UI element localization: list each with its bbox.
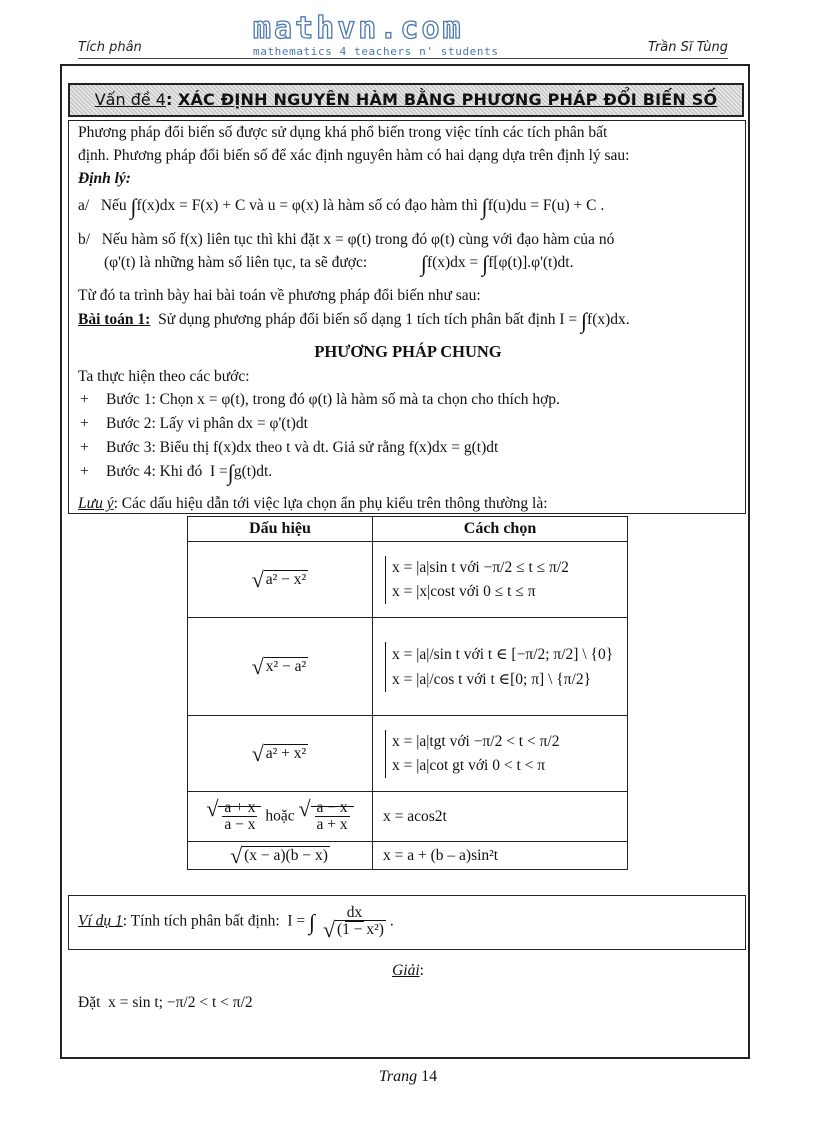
step-1: + Bước 1: Chọn x = φ(t), trong đó φ(t) là hàm số mà ta chọn cho thích hợp. <box>80 391 560 408</box>
table-row: √ a² + x² x = |a|tgt với −π/2 < t < π/2 x = |a|cot gt với 0 < t < π <box>188 716 628 792</box>
section-label: Vấn đề 4 <box>94 90 166 109</box>
method-lead: Ta thực hiện theo các bước: <box>78 368 250 385</box>
example-1: Ví dụ 1: Tính tích phân bất định: I = ∫ dx √ (1 − x²) . <box>78 905 394 939</box>
logo-tagline: mathematics 4 teachers n' students <box>253 45 499 58</box>
step-2: + Bước 2: Lấy vi phân dx = φ'(t)dt <box>80 415 308 432</box>
table-header-sign: Dấu hiệu <box>188 517 373 542</box>
header-rule <box>78 58 728 59</box>
theorem-part-a: a/ Nếu ∫f(x)dx = F(x) + C và u = φ(x) là hàm số có đạo hàm thì ∫f(u)du = F(u) + C . <box>78 194 605 219</box>
header-left: Tích phân <box>78 40 142 55</box>
substitution-table <box>187 516 628 870</box>
table-row: √ (x − a)(b − x) x = a + (b – a)sin²t <box>188 842 628 870</box>
problem-1: Bài toán 1: Sử dụng phương pháp đổi biến số dạng 1 tích tích phân bất định I = ∫f(x)dx. <box>78 308 630 333</box>
logo-main: mathvn.com <box>253 11 464 46</box>
method-title: PHƯƠNG PHÁP CHUNG <box>314 342 502 361</box>
step-4: + Bước 4: Khi đó I =∫g(t)dt. <box>80 460 273 485</box>
header-right: Trần Sĩ Tùng <box>648 40 728 55</box>
intro-line-3: Từ đó ta trình bày hai bài toán về phương pháp đổi biến như sau: <box>78 287 481 304</box>
intro-line-2: định. Phương pháp đổi biến số để xác định nguyên hàm có hai dạng dựa trên định lý sau: <box>78 147 630 164</box>
intro-line-1: Phương pháp đổi biến số được sử dụng khá phổ biến trong việc tính các tích phân bất <box>78 124 608 141</box>
integral-sign: ∫ <box>130 194 137 219</box>
step-3: + Bước 3: Biểu thị f(x)dx theo t và dt. Giả sử rằng f(x)dx = g(t)dt <box>80 439 499 456</box>
table-row: √ $\frac{a + x}{a - x}$ hoặc √ $\frac{a - x}{a + x}$ x = acos2t <box>188 792 628 842</box>
theorem-heading: Định lý: <box>78 170 131 187</box>
site-logo <box>253 11 563 62</box>
page-footer: Trang 14 <box>378 1068 438 1085</box>
table-header-choice: Cách chọn <box>373 517 628 542</box>
section-title: XÁC ĐỊNH NGUYÊN HÀM BẰNG PHƯƠNG PHÁP ĐỔI BIẾN SỐ <box>177 90 718 109</box>
note-line: Lưu ý: Các dấu hiệu dẫn tới việc lựa chọn ẩn phụ kiểu trên thông thường là: <box>78 495 548 512</box>
solution-line-1: Đặt x = sin t; −π/2 < t < π/2 <box>78 994 253 1011</box>
table-row: √ x² − a² x = |a|/sin t với t ∈ [−π/2; π/2] \ {0} x = |a|/cos t với t ∈[0; π] \ {π/2} <box>188 618 628 716</box>
theorem-part-b-1: b/ Nếu hàm số f(x) liên tục thì khi đặt x = φ(t) trong đó φ(t) cùng với đạo hàm của nó <box>78 231 615 248</box>
page-number: 14 <box>421 1068 438 1085</box>
section-title-bar: Vấn đề 4: XÁC ĐỊNH NGUYÊN HÀM BẰNG PHƯƠNG PHÁP ĐỔI BIẾN SỐ <box>68 83 744 117</box>
table-header-row <box>188 517 628 542</box>
theorem-part-b-2: (φ'(t) là những hàm số liên tục, ta sẽ được: ∫f(x)dx = ∫f[φ(t)].φ'(t)dt. <box>104 251 574 276</box>
solution-heading: Giải: <box>392 962 424 979</box>
table-row: √ a² − x² x = |a|sin t với −π/2 ≤ t ≤ π/2 x = |x|cost với 0 ≤ t ≤ π <box>188 542 628 618</box>
